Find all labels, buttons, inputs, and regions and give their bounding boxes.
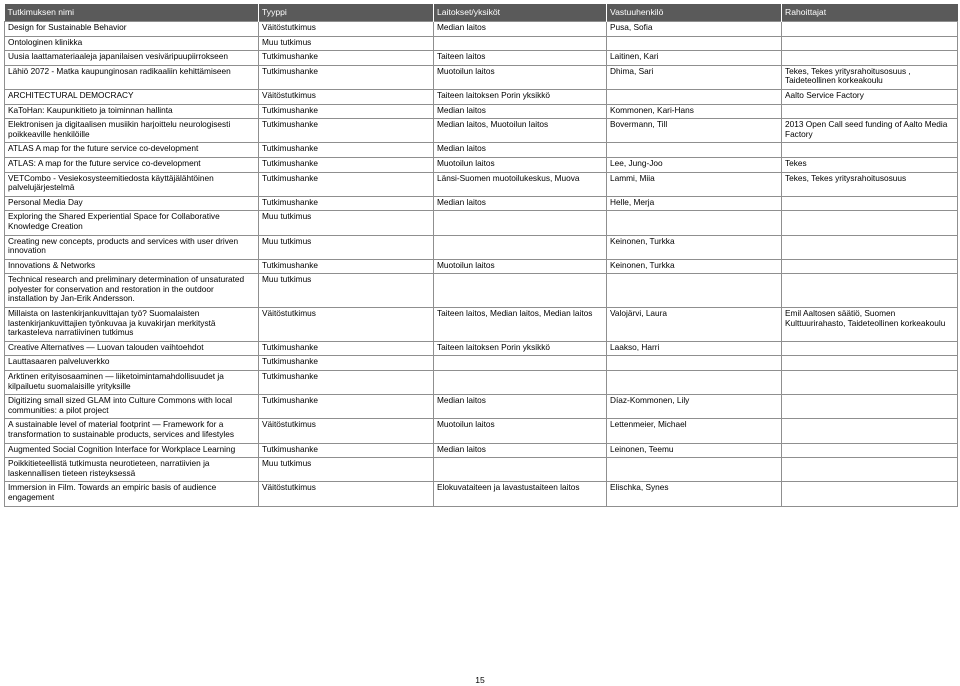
cell-type: Tutkimushanke — [259, 172, 434, 196]
cell-departments: Taiteen laitos, Median laitos, Median laitos — [434, 308, 607, 342]
cell-type: Tutkimushanke — [259, 143, 434, 158]
cell-responsible — [607, 89, 782, 104]
cell-funders — [782, 235, 958, 259]
cell-funders — [782, 36, 958, 51]
table-row — [5, 196, 958, 211]
cell-type: Tutkimushanke — [259, 196, 434, 211]
table-row — [5, 419, 958, 443]
cell-responsible: Leinonen, Teemu — [607, 443, 782, 458]
cell-departments: Median laitos — [434, 143, 607, 158]
cell-funders — [782, 104, 958, 119]
cell-type: Väitöstutkimus — [259, 22, 434, 37]
page-number: 15 — [475, 675, 485, 685]
cell-funders: Tekes, Tekes yritysrahoitusosuus , Taideteollinen korkeakoulu — [782, 65, 958, 89]
cell-name: A sustainable level of material footprint — Framework for a transformation to sustainable products, services and lifestyles — [5, 419, 259, 443]
cell-departments: Median laitos — [434, 443, 607, 458]
table-row — [5, 36, 958, 51]
table-row — [5, 235, 958, 259]
cell-name: Lauttasaaren palveluverkko — [5, 356, 259, 371]
cell-departments: Muotoilun laitos — [434, 419, 607, 443]
cell-type: Tutkimushanke — [259, 51, 434, 66]
table-row — [5, 172, 958, 196]
cell-departments: Länsi-Suomen muotoilukeskus, Muova — [434, 172, 607, 196]
table-row — [5, 51, 958, 66]
cell-funders — [782, 341, 958, 356]
cell-responsible: Laitinen, Kari — [607, 51, 782, 66]
cell-funders — [782, 419, 958, 443]
cell-type: Tutkimushanke — [259, 65, 434, 89]
cell-departments: Taiteen laitoksen Porin yksikkö — [434, 89, 607, 104]
cell-responsible — [607, 211, 782, 235]
cell-funders — [782, 22, 958, 37]
cell-departments — [434, 458, 607, 482]
cell-departments — [434, 274, 607, 308]
cell-responsible: Lammi, Miia — [607, 172, 782, 196]
cell-name: VETCombo - Vesiekosysteemitiedosta käyttäjälähtöinen palvelujärjestelmä — [5, 172, 259, 196]
table-header-row — [5, 4, 958, 22]
cell-type: Tutkimushanke — [259, 157, 434, 172]
cell-type: Tutkimushanke — [259, 443, 434, 458]
table-row — [5, 482, 958, 506]
cell-funders — [782, 259, 958, 274]
cell-name: Creative Alternatives — Luovan talouden vaihtoehdot — [5, 341, 259, 356]
cell-type: Väitöstutkimus — [259, 482, 434, 506]
cell-departments — [434, 36, 607, 51]
cell-name: ATLAS: A map for the future service co-development — [5, 157, 259, 172]
cell-responsible: Helle, Merja — [607, 196, 782, 211]
table-row — [5, 104, 958, 119]
cell-responsible: Lettenmeier, Michael — [607, 419, 782, 443]
cell-departments: Muotoilun laitos — [434, 259, 607, 274]
cell-responsible — [607, 371, 782, 395]
cell-responsible — [607, 356, 782, 371]
research-table — [4, 4, 958, 507]
cell-type: Tutkimushanke — [259, 371, 434, 395]
cell-type: Tutkimushanke — [259, 259, 434, 274]
cell-responsible: Lee, Jung-Joo — [607, 157, 782, 172]
cell-type: Väitöstutkimus — [259, 308, 434, 342]
cell-type: Muu tutkimus — [259, 235, 434, 259]
cell-name: Creating new concepts, products and services with user driven innovation — [5, 235, 259, 259]
table-row — [5, 89, 958, 104]
cell-type: Muu tutkimus — [259, 458, 434, 482]
cell-funders — [782, 443, 958, 458]
cell-type: Väitöstutkimus — [259, 89, 434, 104]
cell-name: Design for Sustainable Behavior — [5, 22, 259, 37]
cell-type: Muu tutkimus — [259, 36, 434, 51]
table-row — [5, 443, 958, 458]
cell-responsible: Elischka, Synes — [607, 482, 782, 506]
cell-name: Elektronisen ja digitaalisen musiikin harjoittelu neurologisesti poikkeaville henkilöille — [5, 119, 259, 143]
cell-type: Tutkimushanke — [259, 395, 434, 419]
cell-name: Exploring the Shared Experiential Space for Collaborative Knowledge Creation — [5, 211, 259, 235]
table-row — [5, 458, 958, 482]
cell-departments: Median laitos — [434, 395, 607, 419]
cell-name: Technical research and preliminary determination of unsaturated polyester for conservation and restoration in the outdoor installation by Jan-Erik Andersson. — [5, 274, 259, 308]
cell-type: Väitöstutkimus — [259, 419, 434, 443]
cell-responsible: Valojärvi, Laura — [607, 308, 782, 342]
table-row — [5, 157, 958, 172]
cell-departments: Taiteen laitos — [434, 51, 607, 66]
cell-responsible: Laakso, Harri — [607, 341, 782, 356]
cell-name: Arktinen erityisosaaminen — liiketoimintamahdollisuudet ja kilpailuetu suomalaisille yrityksille — [5, 371, 259, 395]
cell-departments: Taiteen laitoksen Porin yksikkö — [434, 341, 607, 356]
cell-name: KaToHan: Kaupunkitieto ja toiminnan hallinta — [5, 104, 259, 119]
cell-funders: Emil Aaltosen säätiö, Suomen Kulttuurirahasto, Taideteollinen korkeakoulu — [782, 308, 958, 342]
cell-type: Muu tutkimus — [259, 211, 434, 235]
table-row — [5, 119, 958, 143]
cell-responsible: Kommonen, Kari-Hans — [607, 104, 782, 119]
cell-name: Immersion in Film. Towards an empiric basis of audience engagement — [5, 482, 259, 506]
cell-funders — [782, 274, 958, 308]
cell-name: ARCHITECTURAL DEMOCRACY — [5, 89, 259, 104]
cell-name: Ontologinen klinikka — [5, 36, 259, 51]
header-cell-type: Tyyppi — [259, 4, 434, 22]
cell-name: Digitizing small sized GLAM into Culture Commons with local communities: a pilot project — [5, 395, 259, 419]
cell-type: Tutkimushanke — [259, 104, 434, 119]
cell-name: Poikkitieteellistä tutkimusta neurotieteen, narratiivien ja laskennallisen tieteen risteyksessä — [5, 458, 259, 482]
cell-name: Millaista on lastenkirjankuvittajan työ? Suomalaisten lastenkirjankuvittajien työnkuvaa ja kuvakirjan merkitystä tarkasteleva narratiivinen tutkimus — [5, 308, 259, 342]
cell-name: Uusia laattamateriaaleja japanilaisen vesiväripuupiirrokseen — [5, 51, 259, 66]
header-cell-departments: Laitokset/yksiköt — [434, 4, 607, 22]
cell-funders — [782, 371, 958, 395]
cell-departments — [434, 235, 607, 259]
cell-responsible — [607, 274, 782, 308]
cell-responsible: Dhima, Sari — [607, 65, 782, 89]
header-cell-funders: Rahoittajat — [782, 4, 958, 22]
cell-funders: Tekes — [782, 157, 958, 172]
cell-name: ATLAS A map for the future service co-development — [5, 143, 259, 158]
cell-funders — [782, 143, 958, 158]
cell-name: Innovations & Networks — [5, 259, 259, 274]
table-body — [5, 22, 958, 507]
cell-type: Tutkimushanke — [259, 341, 434, 356]
cell-departments: Median laitos — [434, 22, 607, 37]
cell-departments: Median laitos — [434, 196, 607, 211]
cell-funders — [782, 482, 958, 506]
cell-funders: Tekes, Tekes yritysrahoitusosuus — [782, 172, 958, 196]
table-row — [5, 341, 958, 356]
table-row — [5, 274, 958, 308]
table-row — [5, 259, 958, 274]
cell-funders — [782, 356, 958, 371]
table-row — [5, 143, 958, 158]
table-row — [5, 22, 958, 37]
cell-funders: Aalto Service Factory — [782, 89, 958, 104]
cell-funders — [782, 211, 958, 235]
table-row — [5, 308, 958, 342]
cell-departments: Muotoilun laitos — [434, 65, 607, 89]
cell-responsible — [607, 36, 782, 51]
cell-name: Augmented Social Cognition Interface for Workplace Learning — [5, 443, 259, 458]
cell-responsible — [607, 143, 782, 158]
cell-funders — [782, 196, 958, 211]
table-row — [5, 211, 958, 235]
cell-name: Lähiö 2072 - Matka kaupunginosan radikaaliin kehittämiseen — [5, 65, 259, 89]
cell-type: Muu tutkimus — [259, 274, 434, 308]
table-row — [5, 395, 958, 419]
cell-funders — [782, 395, 958, 419]
cell-name: Personal Media Day — [5, 196, 259, 211]
cell-departments: Elokuvataiteen ja lavastustaiteen laitos — [434, 482, 607, 506]
cell-responsible: Díaz-Kommonen, Lily — [607, 395, 782, 419]
cell-departments — [434, 371, 607, 395]
table-row — [5, 371, 958, 395]
cell-type: Tutkimushanke — [259, 119, 434, 143]
cell-funders — [782, 51, 958, 66]
cell-funders — [782, 458, 958, 482]
header-cell-responsible: Vastuuhenkilö — [607, 4, 782, 22]
cell-responsible: Pusa, Sofia — [607, 22, 782, 37]
table-row — [5, 356, 958, 371]
cell-funders: 2013 Open Call seed funding of Aalto Media Factory — [782, 119, 958, 143]
table-row — [5, 65, 958, 89]
header-cell-name: Tutkimuksen nimi — [5, 4, 259, 22]
cell-departments: Median laitos, Muotoilun laitos — [434, 119, 607, 143]
cell-responsible: Keinonen, Turkka — [607, 235, 782, 259]
cell-departments: Muotoilun laitos — [434, 157, 607, 172]
cell-responsible: Keinonen, Turkka — [607, 259, 782, 274]
cell-departments: Median laitos — [434, 104, 607, 119]
cell-responsible — [607, 458, 782, 482]
cell-type: Tutkimushanke — [259, 356, 434, 371]
cell-responsible: Bovermann, Till — [607, 119, 782, 143]
cell-departments — [434, 356, 607, 371]
cell-departments — [434, 211, 607, 235]
